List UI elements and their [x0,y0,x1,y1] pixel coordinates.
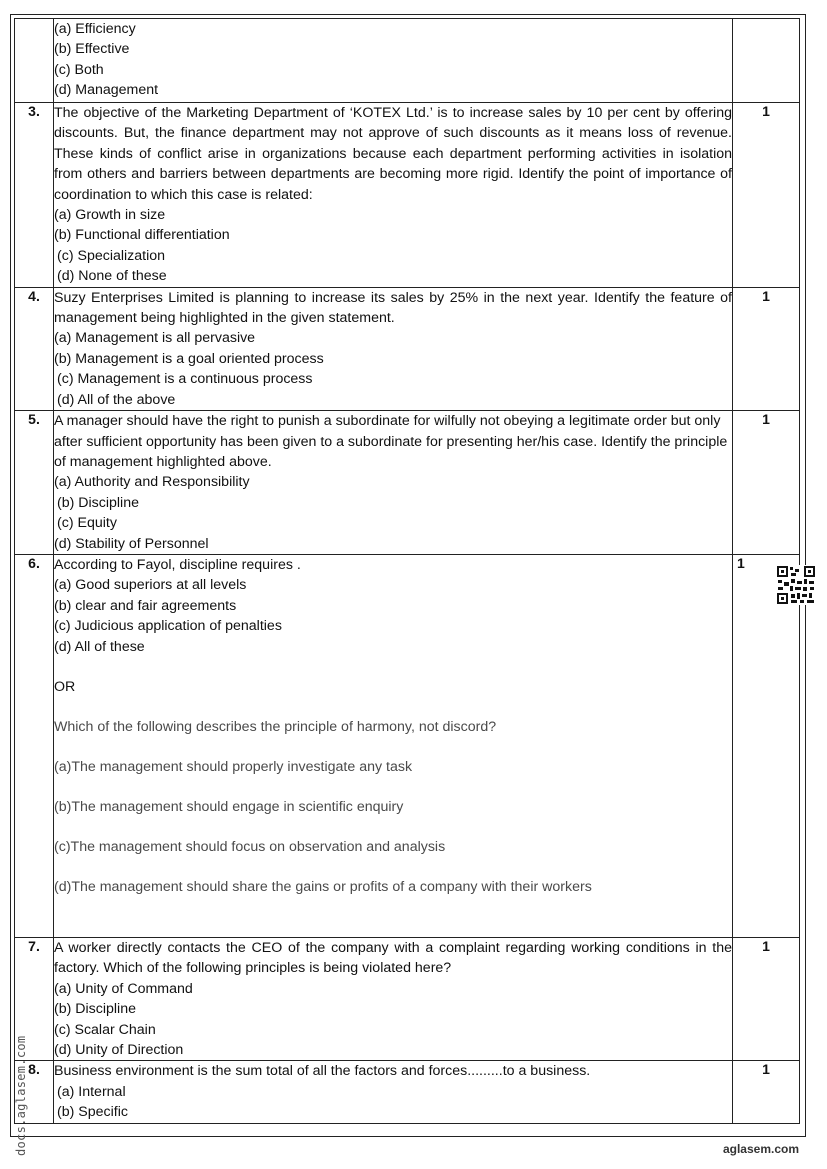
footer-brand: aglasem.com [722,1142,799,1156]
option: (c) Scalar Chain [54,1021,156,1038]
alt-option: (b)The management should engage in scientific enquiry [54,798,404,815]
question-number: 4. [15,287,54,410]
marks: 1 [733,554,800,937]
option: (b) Specific [57,1104,128,1121]
option: (a) Authority and Responsibility [54,474,250,491]
option: (b) clear and fair agreements [54,597,237,614]
question-row-5 [15,411,800,555]
alt-question-text: Which of the following describes the principle of harmony, not discord? [54,718,497,735]
option: (c) Equity [57,515,117,532]
question-text: A worker directly contacts the CEO of the company with a complaint regarding working conditions in the factory. Which of the following principles is being violated here? [54,939,732,977]
question-text: Suzy Enterprises Limited is planning to increase its sales by 25% in the next year. Identify the feature of management being highlighted in the given statement. [54,289,732,327]
option: (b) Management is a goal oriented process [54,350,324,367]
question-number: 5. [15,411,54,555]
marks: 1 [733,287,800,410]
alt-option: (d)The management should share the gains or profits of a company with their workers [54,878,592,895]
marks: 1 [733,937,800,1060]
option: (b) Effective [54,41,130,58]
option: (d) Unity of Direction [54,1041,184,1058]
option: (d) Stability of Personnel [54,535,209,552]
option: (d) All of the above [57,391,176,408]
option: (a) Internal [57,1083,126,1100]
option: (c) Judicious application of penalties [54,618,282,635]
option: (b) Discipline [54,1001,136,1018]
option: (c) Management is a continuous process [57,371,313,388]
marks: 1 [733,1061,800,1123]
question-number: 3. [15,103,54,288]
question-number: 8. [15,1061,54,1123]
question-row-8 [15,1061,800,1123]
marks: 1 [733,411,800,555]
option: (c) Specialization [57,247,166,264]
question-text: A manager should have the right to punish a subordinate for wilfully not obeying a legitimate order but only after sufficient opportunity has been given to a subordinate for presenting her/his case. Identify the principle of management highlighted above. [54,413,728,470]
watermark-text: docs.aglasem.com [14,1035,28,1156]
question-row-4 [15,287,800,410]
question-row-7 [15,937,800,1060]
question-row-3 [15,103,800,288]
question-text: Business environment is the sum total of all the factors and forces.........to a business. [54,1063,591,1080]
option: (a) Growth in size [54,207,166,224]
option: (d) All of these [54,638,145,655]
or-label: OR [54,678,76,695]
option: (a) Unity of Command [54,980,193,997]
question-number: 7. [15,937,54,1060]
marks: 1 [733,103,800,288]
alt-option: (a)The management should properly investigate any task [54,758,413,775]
alt-option: (c)The management should focus on observation and analysis [54,838,446,855]
option: (c) Both [54,61,104,78]
option: (a) Efficiency [54,21,136,37]
question-table [14,18,800,1124]
option: (d) None of these [57,268,167,285]
option: (b) Discipline [57,494,139,511]
question-number: 6. [15,554,54,937]
watermark [14,1000,28,1158]
option: (b) Functional differentiation [54,227,230,244]
option: (d) Management [54,82,159,99]
qr-code-icon [776,565,816,605]
option: (a) Good superiors at all levels [54,577,247,594]
question-row-top [15,19,800,103]
question-text: According to Fayol, discipline requires . [54,556,301,573]
question-row-6 [15,554,800,937]
question-text: The objective of the Marketing Department of ‘KOTEX Ltd.’ is to increase sales by 10 per cent by offering discounts. But, the finance department may not approve of such discounts as it means loss of revenue. These kinds of conflict arise in organizations because each department performing activities in isolation from others and barriers between departments are becoming more rigid. Identify the point of importance of coordination to which this case is related: [54,105,732,203]
option: (a) Management is all pervasive [54,330,256,347]
